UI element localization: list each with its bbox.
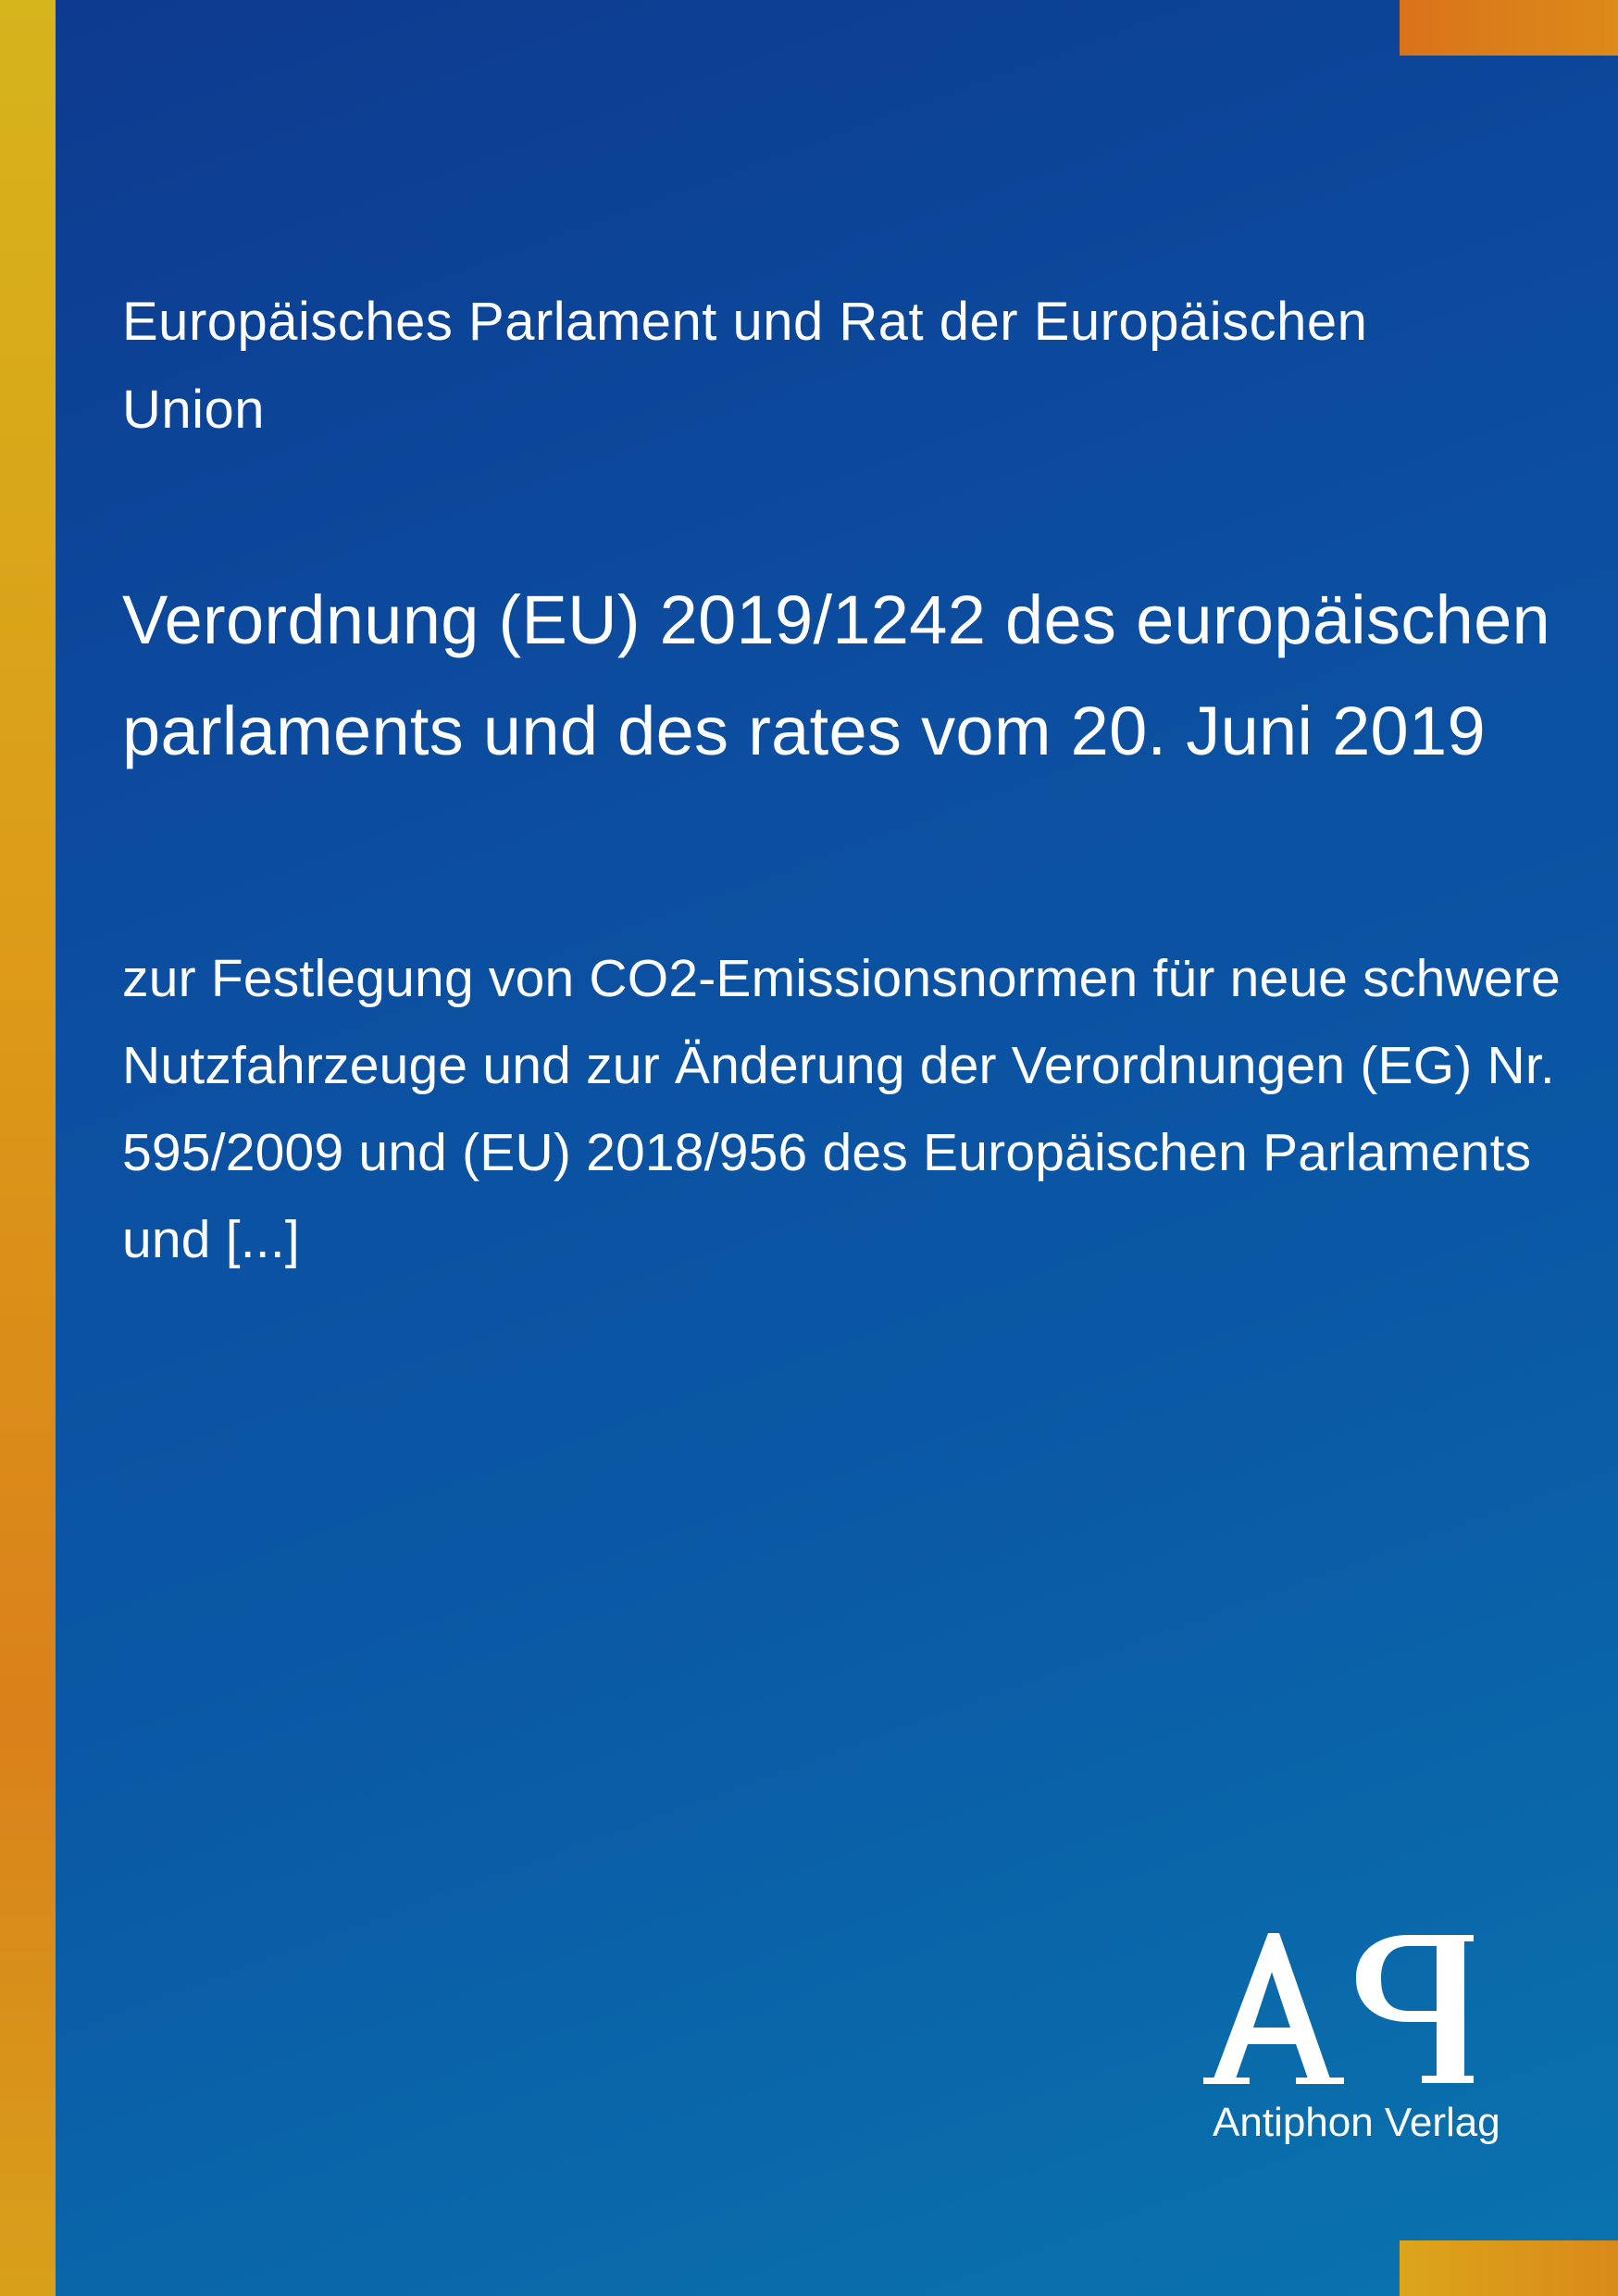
book-subtitle: zur Festlegung von CO2-Emissionsnormen für neue schwere Nutzfahrzeuge und zur Änderung der Verordnungen (EG) Nr. 595/2009 und (EU) 2018/956 des Europäischen Parlaments und [...] bbox=[122, 949, 1561, 1269]
book-title: Verordnung (EU) 2019/1242 des europäischen parlaments und des rates vom 20. Juni 2019 bbox=[122, 581, 1551, 769]
top-right-accent bbox=[1400, 0, 1618, 56]
spine-accent-bar bbox=[0, 0, 56, 2296]
author-name: Europäisches Parlament und Rat der Europäischen Union bbox=[122, 292, 1368, 440]
publisher-name: Antiphon Verlag bbox=[1213, 2100, 1500, 2145]
bottom-right-accent bbox=[1400, 2240, 1618, 2296]
publisher-logo bbox=[1203, 1926, 1481, 2092]
